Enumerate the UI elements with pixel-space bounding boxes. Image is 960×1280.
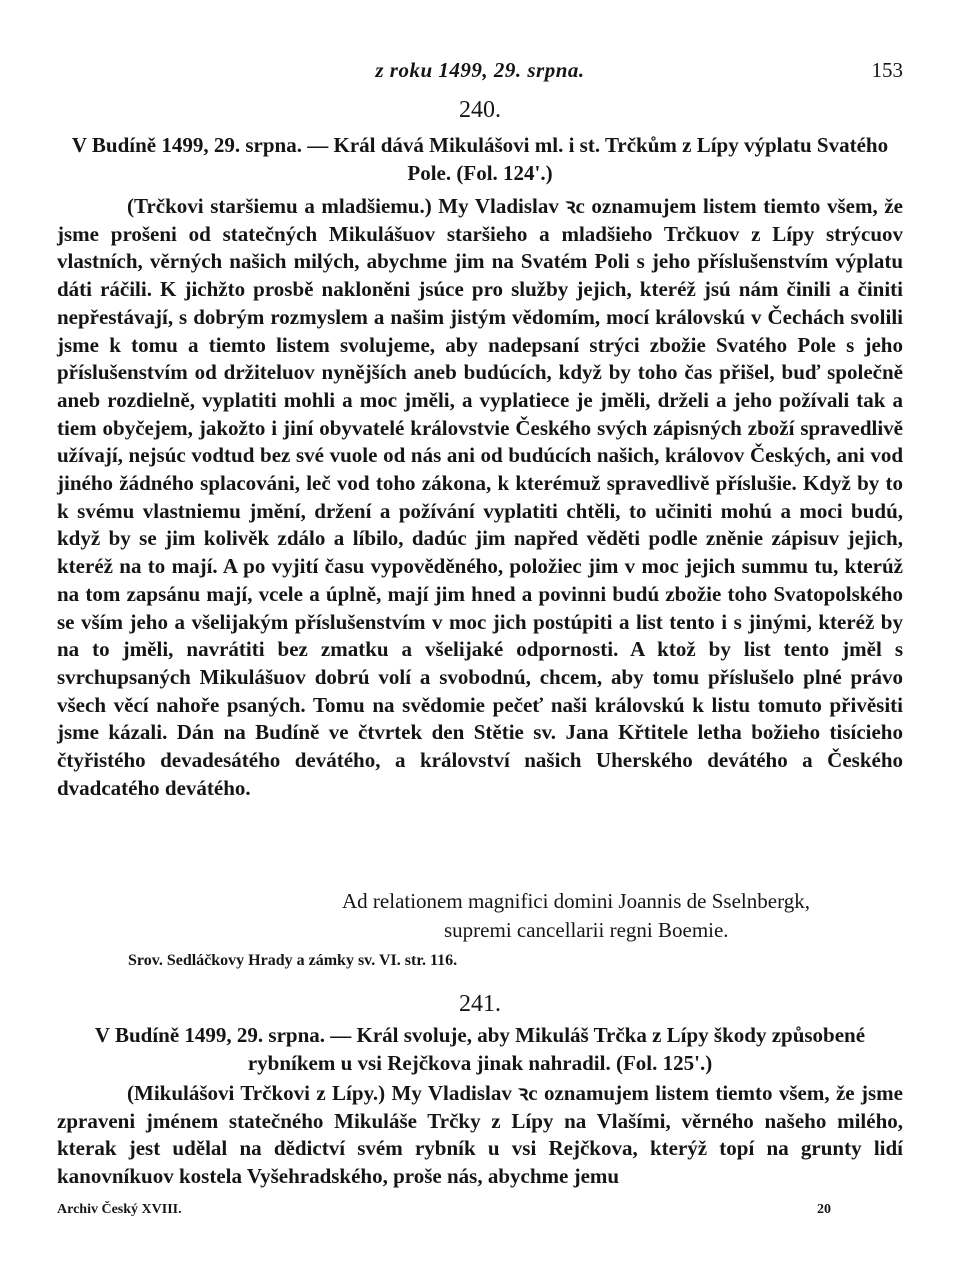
document-number: 241. [459, 991, 501, 1017]
page-footer [57, 1202, 903, 1222]
subscription-line: supremi cancellarii regni Boemie. [444, 918, 729, 942]
document-regest: V Budíně 1499, 29. srpna. — Král svoluje, aby Mikuláš Trčka z Lípy škody způsobené rybníkem u vsi Rejčkova jinak nahradil. (Fol. 125'.) [94, 1023, 866, 1075]
running-header [57, 58, 903, 86]
footer-signature: Archiv Český XVIII. [57, 1202, 182, 1217]
subscription-line: Ad relationem magnifici domini Joannis de Sselnbergk, [342, 889, 810, 913]
document-text: (Trčkovi staršiemu a mladšiemu.) My Vladislav ꝛc oznamujem listem tiemto všem, že jsme prošeni od statečných Mikulášuov staršieho a mladšieho Trčkuov z Lípy strýcuov vlastních, věrných našich milých, abychme jim na Svatém Poli s jeho příslušenstvím výplatu dáti ráčili. K jichžto prosbě nakloněni jsúce pro služby jejich, kteréž jsú nám činili a činiti nepřestávají, s dobrým rozmyslem a našim jistým vědomím, mocí královskú v Čechách svolili jsme k tomu a tiemto listem svolujeme, aby nadepsaní strýci zbožie Svatého Pole s jeho příslušenstvím od držiteluov nynějších aneb budúcích, když by toho čas přišel, buď společně aneb rozdielně, vyplatiti mohli a moc jměli, a vyplatiece je jměli, drželi a jeho požívali tak a tiem obyčejem, jakožto i jiní obyvatelé královstvie Českého svých zápisných zboží spravedlivě užívají, nejsúc vodtud bez své vuole od nás ani od budúcích našich, královov Českých, ani vod jiného žádného splacováni, leč vod toho zákona, k kterémuž spravedlivě příslušie. Když by to k svému vlastniemu jmění, držení a požívání vyplatiti chtěli, to učiniti mohú a moci budú, když by se jim kolivěk zdálo a líbilo, dadúc jim napřed věděti podle zněnie zápisuv jejich, kteréž na to mají. A po vyjití času vypověděného, položiec jim v moc jejich summu tu, kterúž na tom zapsánu mají, vcele a úplně, mají jim hned a povinni budú zbožie toho Svatopolského se vším jeho a všelijakým příslušenstvím v moc jich postúpiti a list tento i s jinými, kteréž by na to jměli, navrátiti bez zmatku a všelijaké odpornosti. A ktož by list tento jměl s svrchupsaných Mikulášuov dobrú volí a svobodnú, chcem, aby tomu příslušelo plné právo všech věcí nahoře psaných. Tomu na svědomie pečeť naši královskú k listu tomuto přivěsiti jsme kázali. Dán na Budíně ve čtvrtek den Stětie sv. Jana Křtitele letha božieho tisícieho čtyřistého devadesátého devátého, a království našich Uherského devátého a Českého dvadcatého devátého. [57, 194, 903, 800]
document-number: 240. [459, 97, 501, 123]
document-text: (Mikulášovi Trčkovi z Lípy.) My Vladislav ꝛc oznamujem listem tiemto všem, že jsme zpraveni jménem statečného Mikuláše Trčky z Lípy na Vlašími, věrného našeho milého, kterak jest udělal na dědictví svém rybník u vsi Rejčkova, kterýž topí na grunty lidí kanovníkuov kostela Vyšehradského, proše nás, abychme jemu [57, 1081, 903, 1189]
document-subscription [342, 887, 810, 945]
document-regest: V Budíně 1499, 29. srpna. — Král dává Mikulášovi ml. i st. Trčkům z Lípy výplatu Svatého Pole. (Fol. 124'.) [71, 133, 889, 185]
running-title: z roku 1499, 29. srpna. [375, 58, 585, 82]
page-number: 153 [871, 58, 903, 82]
footer-sheet-number: 20 [817, 1202, 831, 1217]
literature-reference: Srov. Sedláčkovy Hrady a zámky sv. VI. str. 116. [128, 952, 458, 969]
